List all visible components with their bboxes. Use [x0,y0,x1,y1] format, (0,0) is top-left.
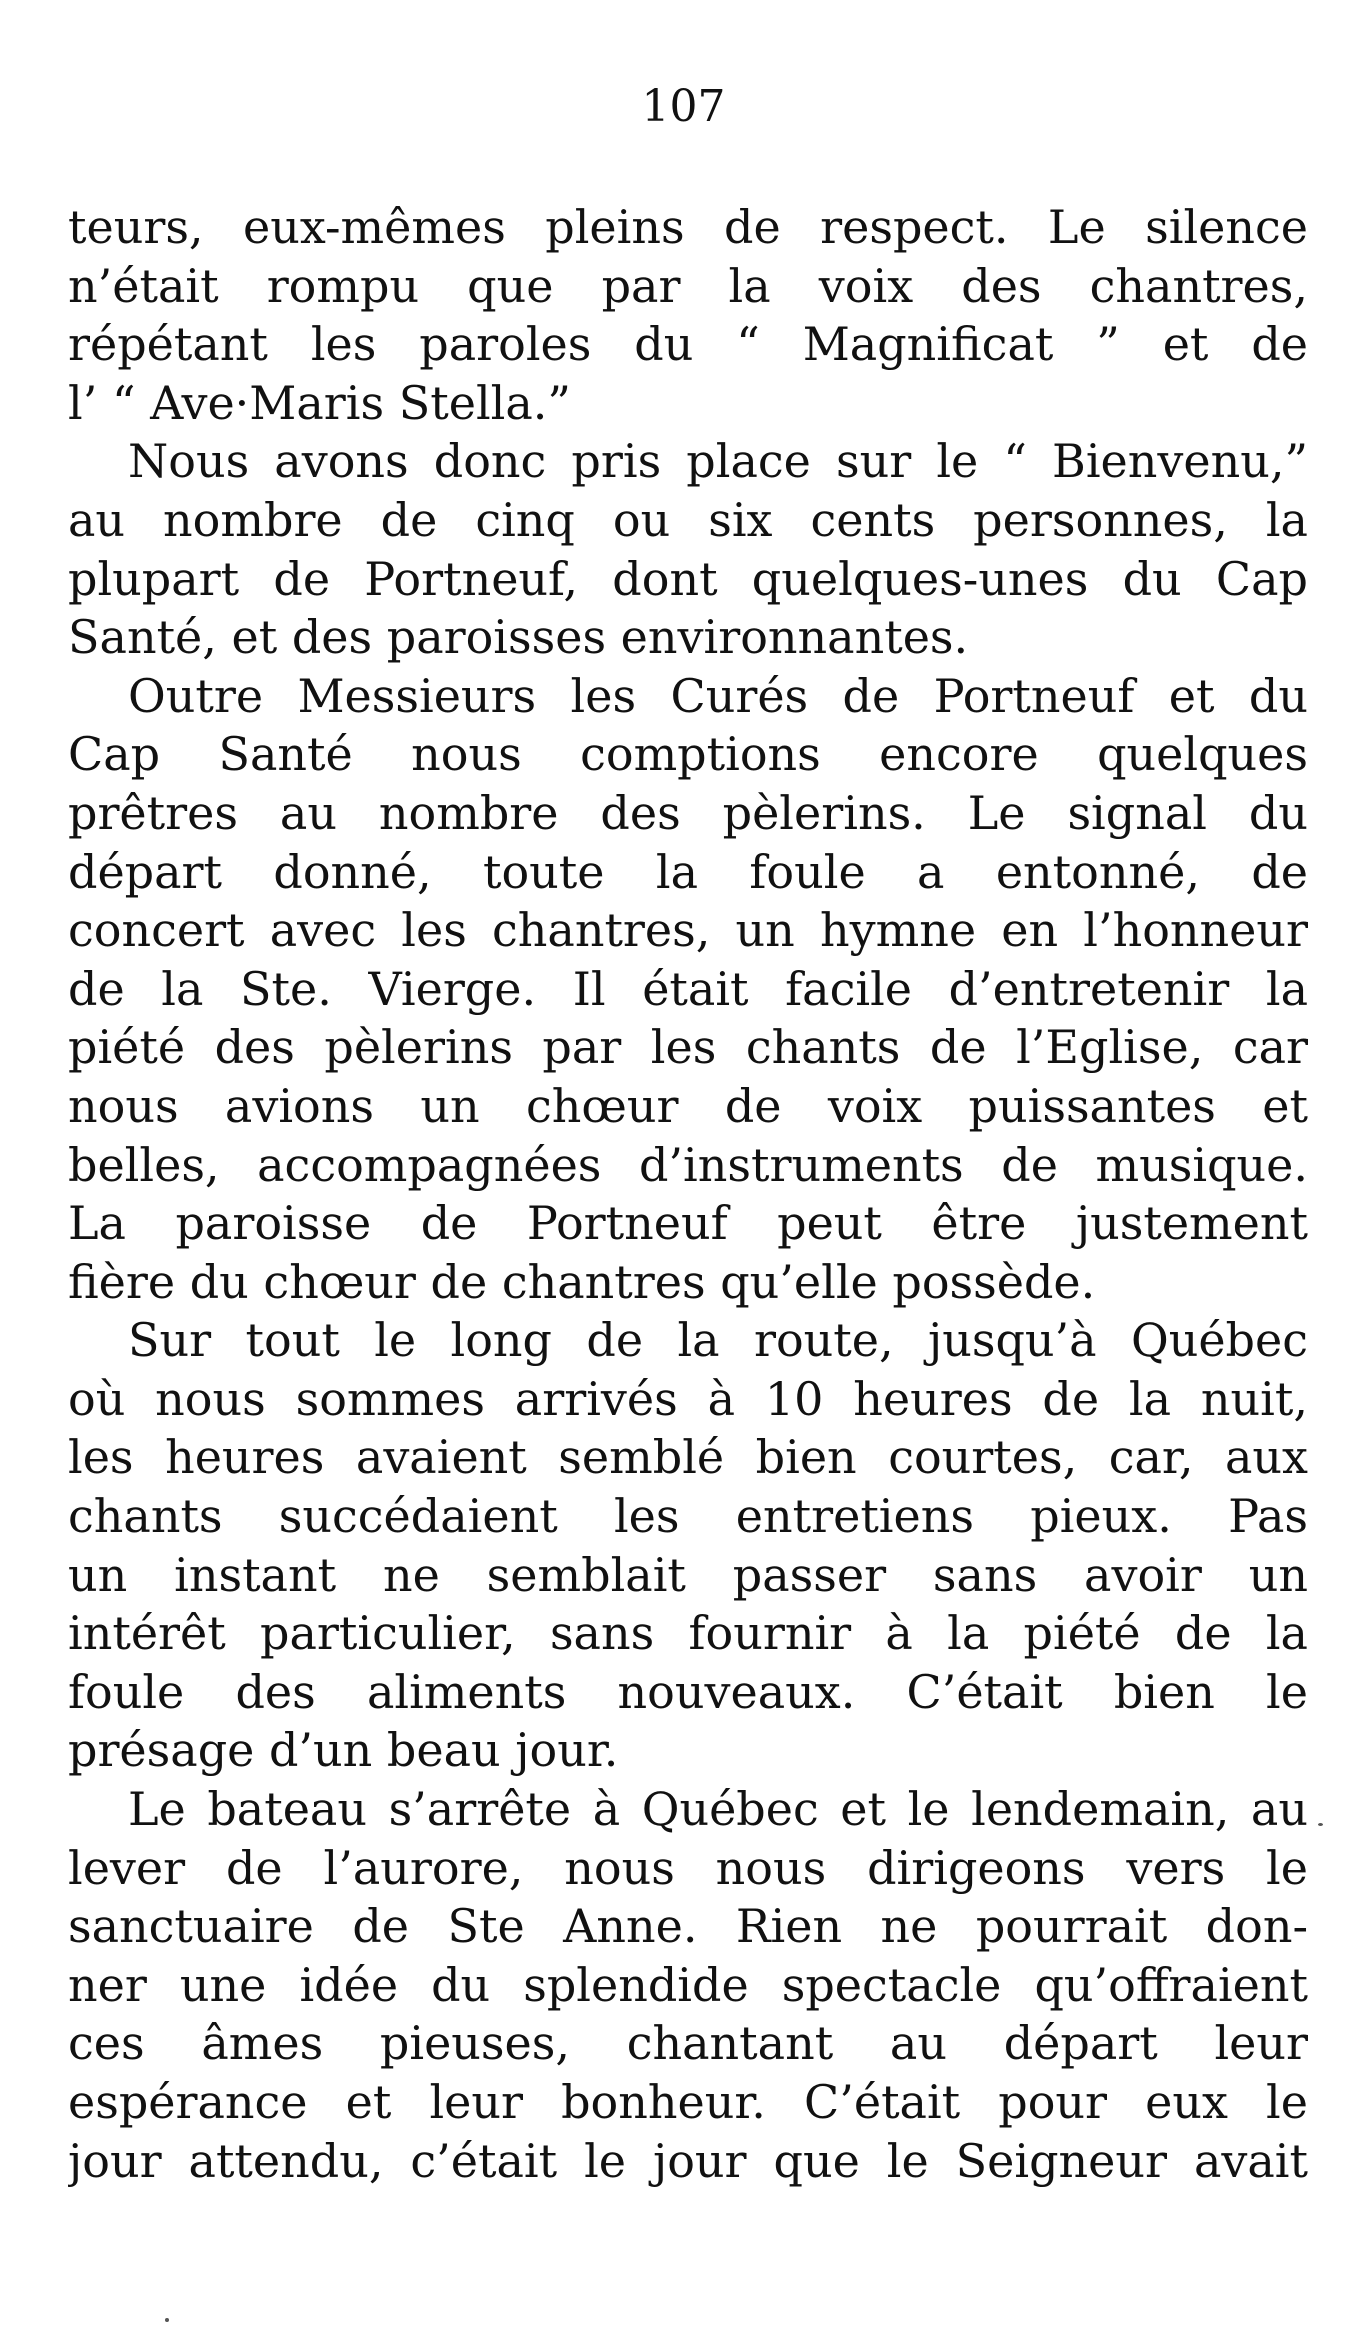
text-line: foule des aliments nouveaux. C’était bien le [68,1664,1308,1719]
text-line: chants succédaient les entretiens pieux. Pas [68,1489,1308,1544]
text-line: Nous avons donc pris place sur le “ Bienvenu,” [128,434,1308,489]
text-line: de la Ste. Vierge. Il était facile d’entretenir la [68,961,1308,1016]
text-line: jour attendu, c’était le jour que le Seigneur avait [68,2133,1308,2188]
text-line: présage d’un beau jour. [68,1723,619,1778]
page-number: 107 [641,81,726,132]
text-line: Outre Messieurs les Curés de Portneuf et du [128,668,1308,723]
text-line: Santé, et des paroisses environnantes. [68,610,969,665]
text-line: La paroisse de Portneuf peut être justement [68,1196,1308,1251]
text-line: fière du chœur de chantres qu’elle possède. [68,1254,1096,1309]
text-line: n’était rompu que par la voix des chantres, [68,258,1308,313]
text-line: concert avec les chantres, un hymne en l’honneur [68,903,1308,958]
text-line: belles, accompagnées d’instruments de musique. [68,1137,1308,1192]
text-line: répétant les paroles du “ Magnificat ” et de [68,317,1308,372]
text-line: Cap Santé nous comptions encore quelques [68,727,1308,782]
text-line: ner une idée du splendide spectacle qu’offraient [68,1957,1308,2012]
text-line: lever de l’aurore, nous nous dirigeons vers le [68,1840,1308,1895]
text-line: sanctuaire de Ste Anne. Rien ne pourrait don- [68,1899,1308,1954]
text-line: piété des pèlerins par les chants de l’Eglise, car [68,1020,1308,1075]
text-line: espérance et leur bonheur. C’était pour eux le [68,2075,1308,2129]
text-line: les heures avaient semblé bien courtes, car, aux [68,1430,1308,1485]
text-line: teurs, eux-mêmes pleins de respect. Le silence [68,200,1308,254]
text-line: au nombre de cinq ou six cents personnes, la [68,492,1308,547]
scan-speck [1318,1823,1323,1826]
text-line: Sur tout le long de la route, jusqu’à Québec [128,1313,1308,1368]
text-line: nous avions un chœur de voix puissantes et [68,1078,1308,1133]
text-line: l’ “ Ave·Maris Stella.” [68,375,571,430]
text-line: prêtres au nombre des pèlerins. Le signal du [68,785,1308,840]
text-line: un instant ne semblait passer sans avoir un [68,1547,1308,1602]
text-line: plupart de Portneuf, dont quelques-unes du Cap [68,551,1308,606]
text-line: ces âmes pieuses, chantant au départ leur [68,2016,1308,2071]
text-line: Le bateau s’arrête à Québec et le lendemain, au [128,1782,1308,1837]
text-line: où nous sommes arrivés à 10 heures de la nuit, [68,1371,1308,1426]
text-line: départ donné, toute la foule a entonné, de [68,844,1308,899]
scan-speck [165,2318,169,2322]
text-line: intérêt particulier, sans fournir à la piété de la [68,1606,1308,1661]
body-text [68,198,1308,2190]
